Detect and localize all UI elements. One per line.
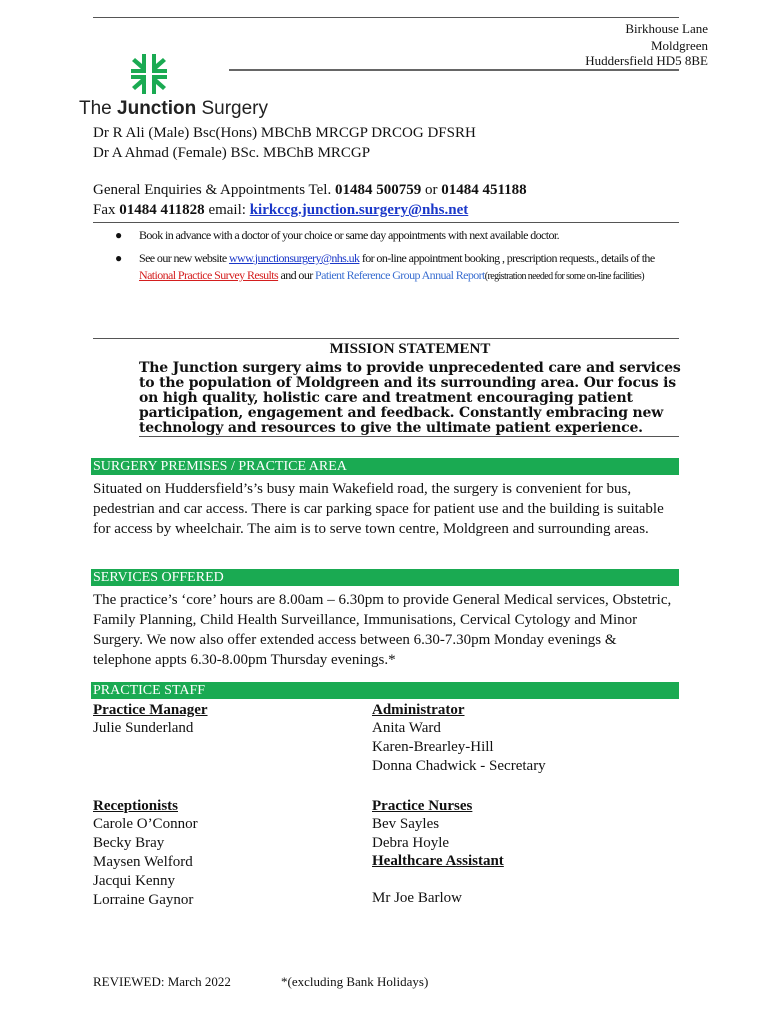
services-text: The practice’s ‘core’ hours are 8.00am – 6.30pm to provide General Medical services, Obstetric, Family Planning, Child Health Surveillance, Immunisations, Cervical Cytology and Minor Surgery. We now also offer extended access between 6.30-7.30pm Monday evenings & telephone appts 6.30-8.00pm Thursday evenings.* [93,592,672,668]
website-intro: See our new website [139,251,229,265]
services-bullet-list [113,227,658,291]
and-text: and our [278,268,316,282]
hca-name: Mr Joe Barlow [372,890,462,906]
bullet-dot-icon: ● [115,228,122,242]
reception-heading: Receptionists [93,798,178,814]
logo-suffix: Surgery [196,98,269,119]
surgery-logo-icon [129,52,169,96]
contact-rule [93,222,679,223]
phone-1: 01484 500759 [334,182,422,198]
manager-heading: Practice Manager [93,702,208,718]
enquiries-label: General Enquiries & Appointments Tel. [93,182,335,198]
phone-2: 01484 451188 [441,182,527,198]
admin-heading: Administrator [372,702,465,718]
fax-label: Fax [93,202,120,218]
address-line-1: Birkhouse Lane [625,21,708,36]
email-label: email: [204,202,250,218]
doctor-2: Dr A Ahmad (Female) BSc. MBChB MRCGP [93,145,371,161]
registration-note: (registration needed for some on-line facilities) [484,271,644,282]
manager-block [93,702,208,738]
premises-text: Situated on Huddersfield’s’s busy main Wakefield road, the surgery is convenient for bus, pedestrian and car access. There is car parking space for patient use and the building is suitable for access by wheelchair. The aim is to serve town centre, Moldgreen and surrounding areas. [93,481,664,537]
nurse-name: Debra Hoyle [372,835,450,851]
bullet-text-booking: Book in advance with a doctor of your choice or same day appointments with next available doctor. [139,228,559,242]
premises-section-bar: SURGERY PREMISES / PRACTICE AREA [91,458,679,475]
receptionist-name: Jacqui Kenny [93,873,176,889]
top-rule [93,17,679,18]
services-section-bar: SERVICES OFFERED [91,569,679,586]
receptionist-name: Carole O’Connor [93,816,198,832]
nurses-block [372,798,504,908]
phone-or: or [421,182,442,198]
receptionist-name: Lorraine Gaynor [93,892,194,908]
hca-heading: Healthcare Assistant [372,853,504,869]
fax-line [93,202,468,219]
address-rule [229,69,679,71]
nurse-name: Bev Sayles [372,816,440,832]
admin-name: Anita Ward [372,720,441,736]
logo-wordmark [79,98,268,120]
nurses-heading: Practice Nurses [372,798,473,814]
mission-top-rule [93,338,679,339]
bullet-dot-icon: ● [115,251,122,265]
website-text: for on-line appointment booking , prescription requests., details of the [359,251,655,265]
logo-prefix: The [79,98,118,119]
bank-holiday-note: *(excluding Bank Holidays) [281,974,429,989]
survey-results-link[interactable]: National Practice Survey Results [139,268,279,282]
admin-name: Karen-Brearley-Hill [372,739,494,755]
receptionist-name: Maysen Welford [93,854,193,870]
logo-name: Junction [117,98,197,119]
bullet-item-booking [113,227,658,244]
fax-number: 01484 411828 [119,202,205,218]
receptionist-name: Becky Bray [93,835,165,851]
address-line-3: Huddersfield HD5 8BE [585,53,708,68]
enquiries-line [93,182,527,199]
admin-name: Donna Chadwick - Secretary [372,758,546,774]
doctor-1: Dr R Ali (Male) Bsc(Hons) MBChB MRCGP DRCOG DFSRH [93,125,476,141]
bullet-item-website [113,250,658,285]
prg-report-link[interactable]: Patient Reference Group Annual Report [315,268,485,282]
reviewed-date: REVIEWED: March 2022 [93,974,231,989]
manager-name: Julie Sunderland [93,720,194,736]
mission-heading: MISSION STATEMENT [329,341,491,357]
reception-block [93,798,198,910]
email-link[interactable]: kirkccg.junction.surgery@nhs.net [249,202,469,218]
mission-bottom-rule [139,436,679,437]
admin-block [372,702,546,776]
address-line-2: Moldgreen [650,38,708,53]
mission-text: The Junction surgery aims to provide unprecedented care and services to the population of Moldgreen and its surrounding area. Our focus is on high quality, holistic care and treatment encouraging patient participation, engagement and feedback. Constantly embracing new technology and resources to give the ultimate patient experience. [139,360,681,436]
staff-section-bar: PRACTICE STAFF [91,682,679,699]
website-link[interactable]: www.junctionsurgery@nhs.uk [228,251,360,265]
